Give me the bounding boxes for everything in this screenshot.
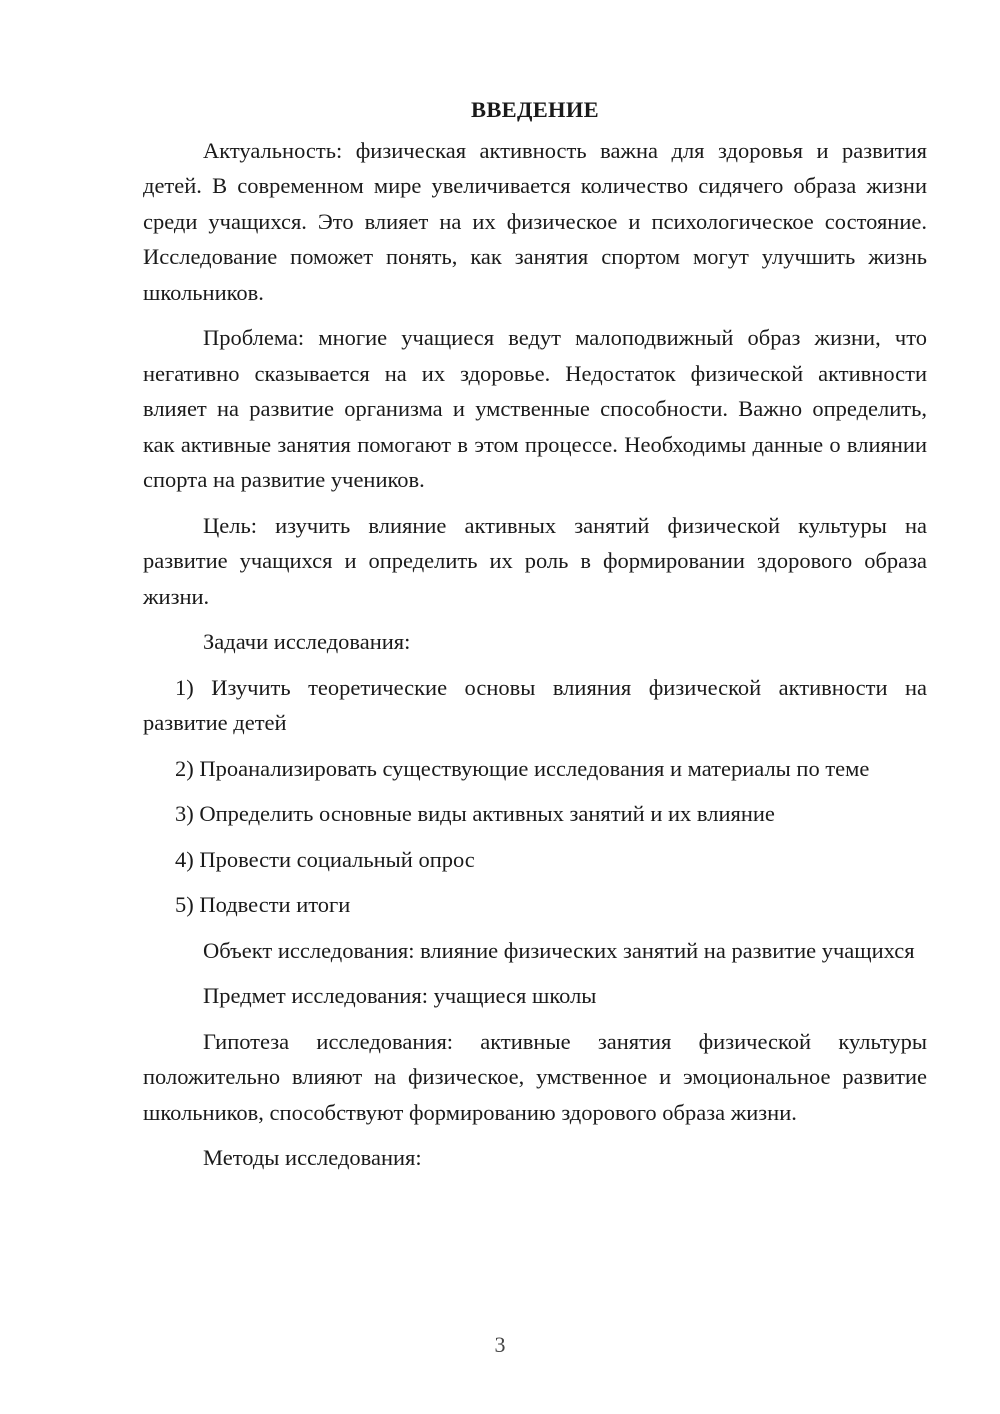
goal-paragraph: Цель: изучить влияние активных занятий физической культуры на развитие учащихся и определить их роль в формировании здорового образа жизни. [143, 512, 927, 609]
task-item-1: 1) Изучить теоретические основы влияния физической активности на развитие детей [143, 674, 927, 735]
page-number: 3 [494, 1332, 506, 1357]
object-paragraph: Объект исследования: влияние физических занятий на развитие учащихся [203, 937, 915, 963]
problem-paragraph: Проблема: многие учащиеся ведут малоподвижный образ жизни, что негативно сказывается на их здоровье. Недостаток физической активности влияет на развитие организма и умственные способности. Важно определить, как активные занятия помогают в этом процессе. Необходимы данные о влиянии спорта на развитие учеников. [143, 325, 927, 492]
task-item-3: 3) Определить основные виды активных занятий и их влияние [175, 801, 775, 826]
document-page [143, 92, 927, 1186]
section-heading: ВВЕДЕНИЕ [471, 97, 599, 122]
task-item-4: 4) Провести социальный опрос [175, 846, 475, 872]
tasks-title: Задачи исследования: [203, 629, 411, 654]
task-item-5: 5) Подвести итоги [175, 892, 351, 917]
methods-title: Методы исследования: [203, 1145, 422, 1170]
subject-paragraph: Предмет исследования: учащиеся школы [203, 983, 597, 1008]
relevance-paragraph: Актуальность: физическая активность важна для здоровья и развития детей. В современном мире увеличивается количество сидячего образа жизни среди учащихся. Это влияет на их физическое и психологическое состояние. Исследование поможет понять, как занятия спортом могут улучшить жизнь школьников. [143, 137, 927, 305]
hypothesis-paragraph: Гипотеза исследования: активные занятия физической культуры положительно влияют на физическое, умственное и эмоциональное развитие школьников, способствуют формированию здорового образа жизни. [143, 1028, 927, 1125]
task-item-2: 2) Проанализировать существующие исследования и материалы по теме [175, 755, 870, 781]
